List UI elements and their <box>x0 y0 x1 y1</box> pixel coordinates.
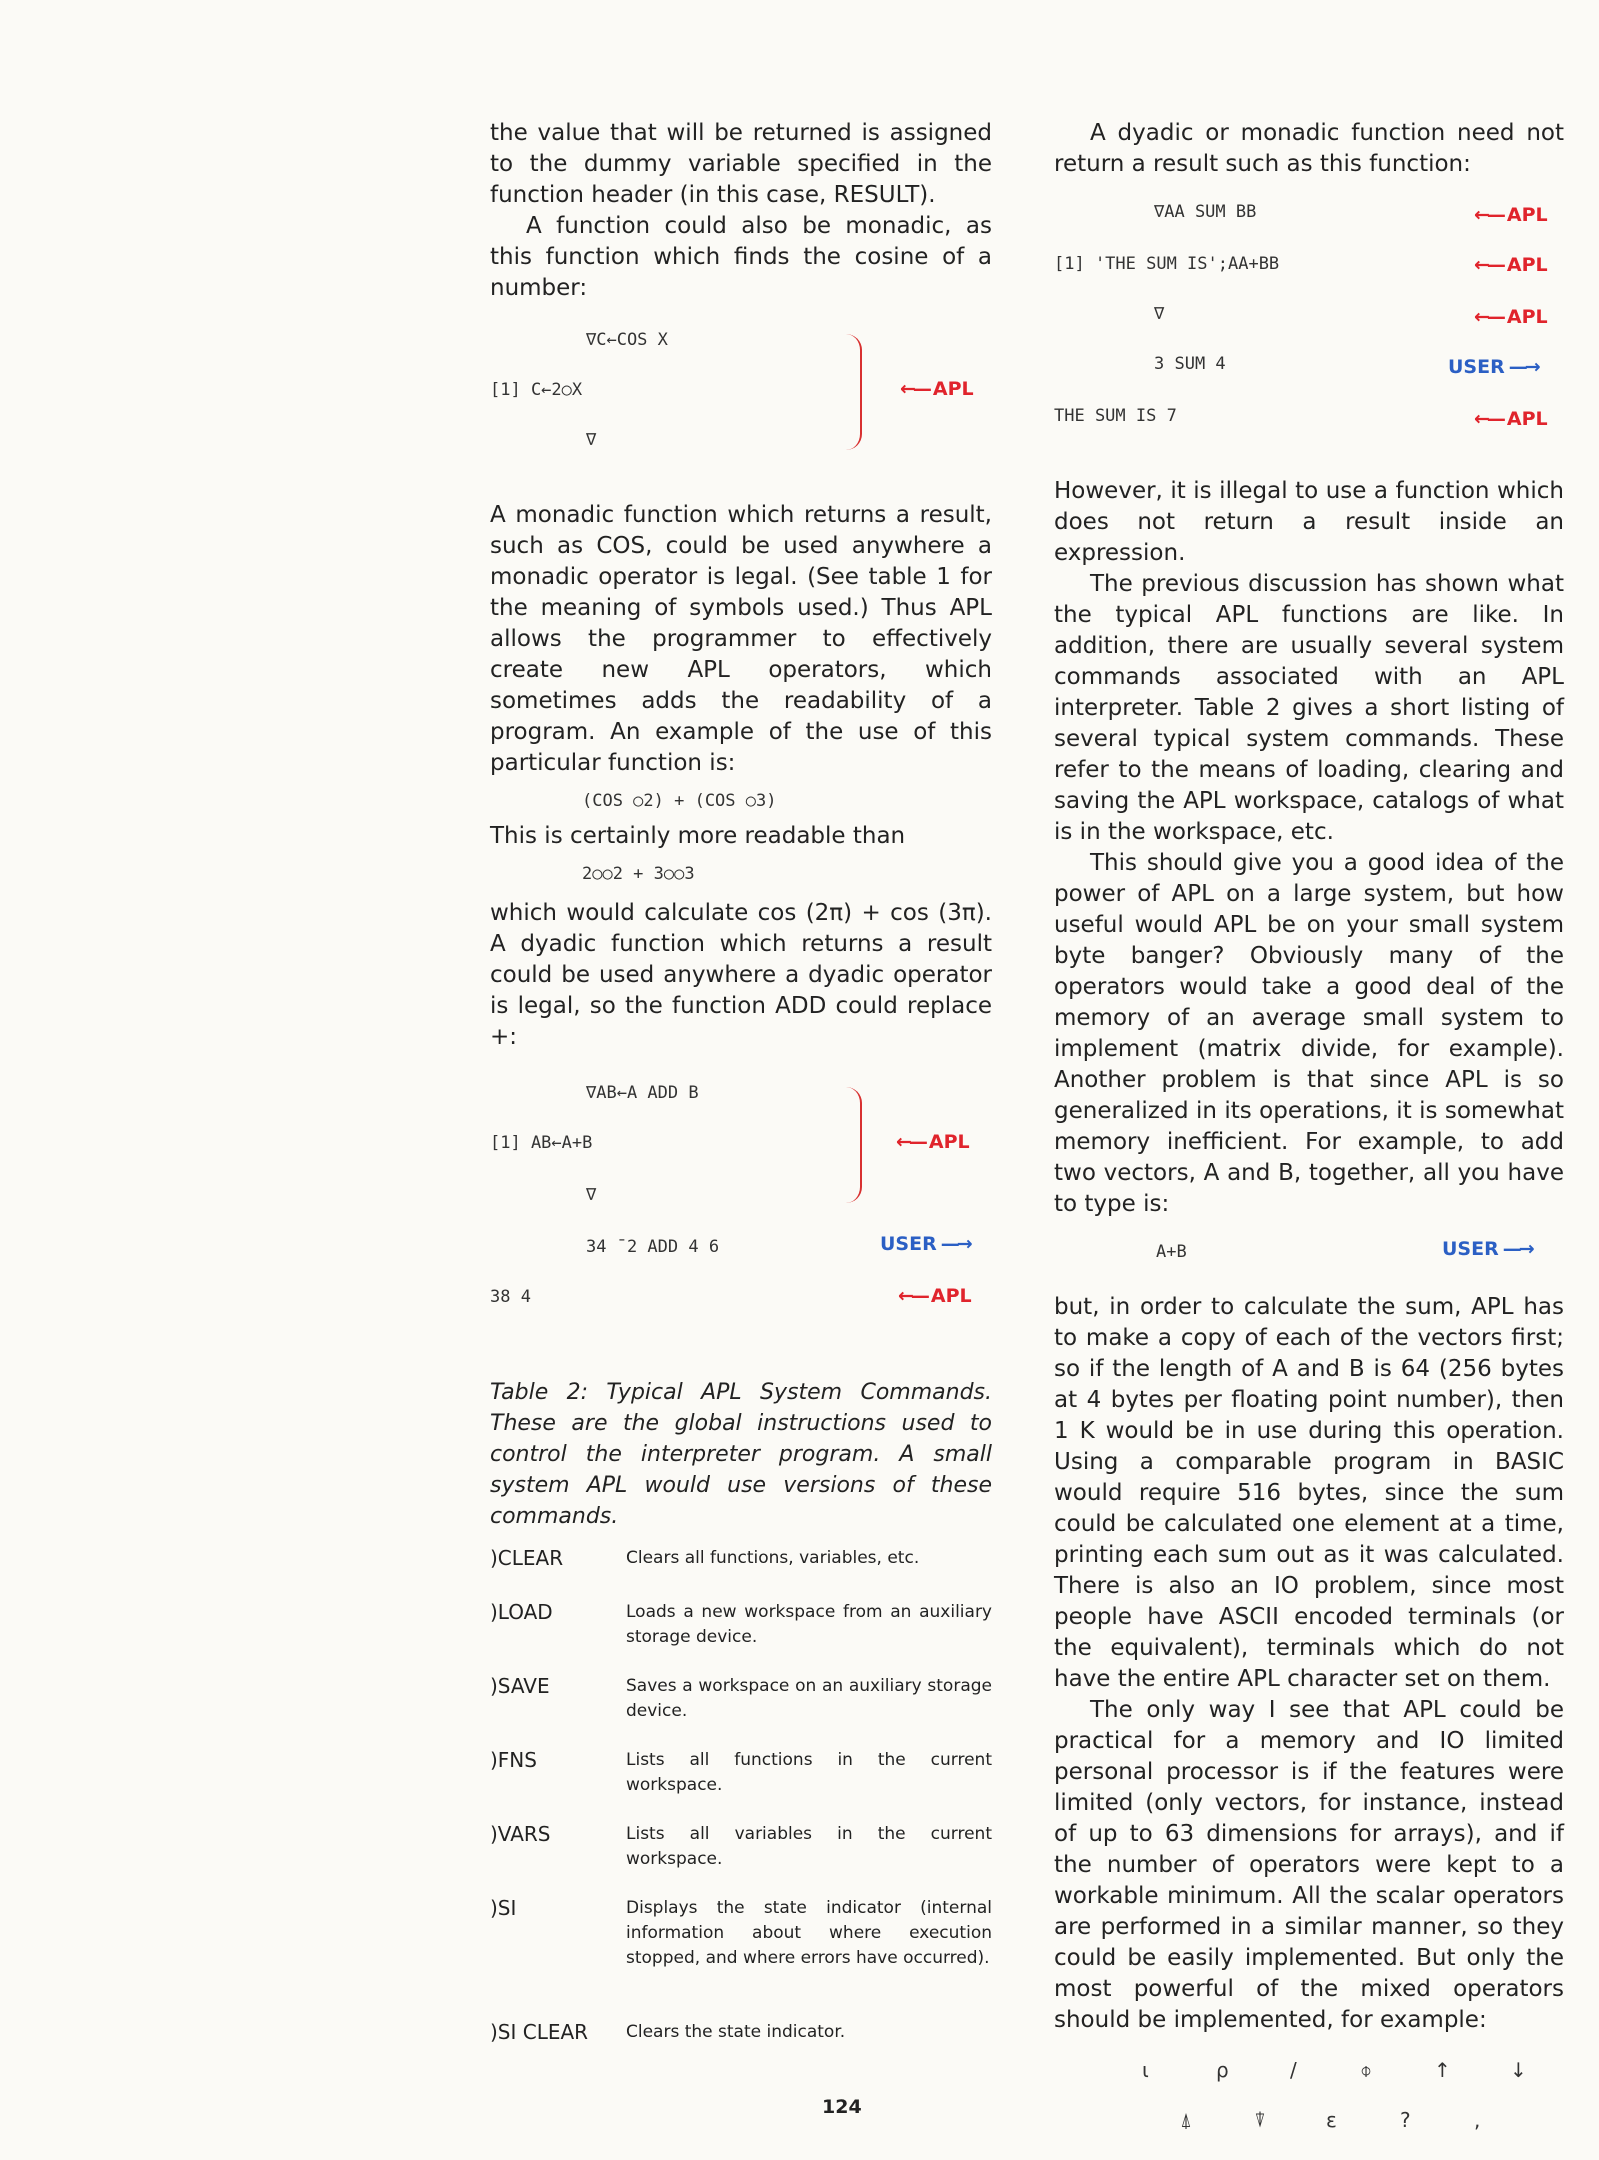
vector-add-code <box>1054 1220 1564 1278</box>
user-tag: USER —→ <box>880 1233 970 1255</box>
apl-symbol: ι <box>1142 2058 1149 2082</box>
apl-symbol: ⍋ <box>1180 2108 1192 2132</box>
apl-tag: ←— APL <box>1474 306 1548 328</box>
user-tag: USER —→ <box>1442 1238 1532 1260</box>
code-line: [1] AB←A+B <box>490 1133 593 1153</box>
apl-tag: ←— APL <box>1474 254 1548 276</box>
apl-symbol: ε <box>1326 2108 1337 2132</box>
code-line: ∇ <box>586 430 597 450</box>
code-line: 38 4 <box>490 1287 531 1307</box>
command-name: )FNS <box>490 1748 537 1772</box>
command-description: Saves a workspace on an auxiliary storage device. <box>626 1676 992 1721</box>
command-name: )VARS <box>490 1822 551 1846</box>
command-description: Lists all functions in the current workspace. <box>626 1750 992 1795</box>
command-description: Lists all variables in the current workspace. <box>626 1824 992 1869</box>
apl-symbol: ? <box>1400 2108 1411 2132</box>
table-caption: Table 2: Typical APL System Commands. These are the global instructions used to control the interpreter program. A small system APL would use versions of these commands. <box>490 1380 992 1529</box>
right-para-1: A dyadic or monadic function need not return a result such as this function: <box>1054 120 1564 177</box>
command-name: )LOAD <box>490 1600 553 1624</box>
apl-symbols <box>1054 2036 1564 2136</box>
command-name: )SAVE <box>490 1674 550 1698</box>
code-line: THE SUM IS 7 <box>1054 406 1177 426</box>
code-line: 3 SUM 4 <box>1154 354 1226 374</box>
code-line: ∇AB←A ADD B <box>586 1083 699 1103</box>
apl-symbol: ⍒ <box>1254 2108 1266 2132</box>
brace <box>846 1087 862 1203</box>
code-line: [1] C←2○X <box>490 380 583 400</box>
code-line: [1] 'THE SUM IS';AA+BB <box>1054 254 1280 274</box>
apl-symbol: ↑ <box>1434 2058 1451 2082</box>
code-line: ∇C←COS X <box>586 330 668 350</box>
left-para-2: A function could also be monadic, as this function which finds the cosine of a number: <box>490 213 992 301</box>
code-line: 34 ¯2 ADD 4 6 <box>586 1237 720 1257</box>
left-para-5: which would calculate cos (2π) + cos (3π). A dyadic function which returns a result could be used anywhere a dyadic operator is legal, so the function ADD could replace +: <box>490 900 992 1050</box>
left-para-4: This is certainly more readable than <box>490 823 906 849</box>
code-line: ∇ <box>1154 304 1165 324</box>
add-function-code <box>490 1053 992 1313</box>
trig-expression: 2○○2 + 3○○3 <box>582 864 695 884</box>
apl-symbol: , <box>1474 2108 1481 2132</box>
apl-symbol: ⌽ <box>1360 2058 1372 2082</box>
page-number: 124 <box>822 2096 862 2118</box>
command-description: Loads a new workspace from an auxiliary storage device. <box>626 1602 992 1647</box>
apl-symbol: ↓ <box>1510 2058 1527 2082</box>
command-description: Clears the state indicator. <box>626 2022 846 2042</box>
apl-tag: ←— APL <box>1474 204 1548 226</box>
command-name: )SI CLEAR <box>490 2020 589 2044</box>
code-line: A+B <box>1156 1242 1187 1262</box>
code-line: ∇AA SUM BB <box>1154 202 1257 222</box>
sum-function-code <box>1054 180 1564 470</box>
cos-function-code <box>490 304 992 464</box>
apl-tag: ←— APL <box>1474 408 1548 430</box>
left-column <box>490 118 992 2044</box>
right-para-3: The previous discussion has shown what the typical APL functions are like. In addition, there are usually several system commands associated with an APL interpreter. Table 2 gives a short listing of several typical system commands. These refer to the means of loading, clearing and saving the APL workspace, catalogs of what is in the workspace, etc. <box>1054 571 1564 845</box>
apl-tag: ←— APL <box>898 1285 972 1307</box>
left-para-1: the value that will be returned is assigned to the dummy variable specified in the function header (in this case, RESULT). <box>490 120 992 208</box>
right-para-5: but, in order to calculate the sum, APL has to make a copy of each of the vectors first; so if the length of A and B is 64 (256 bytes at 4 bytes per floating point number), then 1 K would be in use during this operation. Using a comparable program in BASIC would require 516 bytes, since the sum could be calculated one element at a time, printing each sum out as it was calculated. There is also an IO problem, since most people have ASCII encoded terminals (or the equivalent), terminals which do not have the entire APL character set on them. <box>1054 1294 1564 1692</box>
command-name: )CLEAR <box>490 1546 564 1570</box>
right-para-6: The only way I see that APL could be practical for a memory and IO limited personal processor is if the features were limited (only vectors, for instance, instead of up to 63 dimensions for arrays), and if the number of operators were kept to a workable minimum. All the scalar operators are performed in a similar manner, so they could be easily implemented. But only the most powerful of the mixed operators should be implemented, for example: <box>1054 1697 1564 2033</box>
apl-symbol: / <box>1290 2058 1297 2082</box>
right-para-4: This should give you a good idea of the power of APL on a large system, but how useful would APL be on your small system byte banger? Obviously many of the operators would take a good deal of the memory of an average small system to implement (matrix divide, for example). Another problem is that since APL is so generalized in its operations, it is somewhat memory inefficient. For example, to add two vectors, A and B, together, all you have to type is: <box>1054 850 1564 1217</box>
cos-expression: (COS ○2) + (COS ○3) <box>582 791 777 811</box>
command-description: Displays the state indicator (internal information about where execution stopped, and where errors have occurred). <box>626 1898 992 1968</box>
command-name: )SI <box>490 1896 517 1920</box>
apl-symbol: ρ <box>1216 2058 1229 2082</box>
left-para-3: A monadic function which returns a result, such as COS, could be used anywhere a monadic operator is legal. (See table 1 for the meaning of symbols used.) Thus APL allows the programmer to effectively create new APL operators, which sometimes adds the readability of a program. An example of the use of this particular function is: <box>490 502 992 776</box>
apl-tag: ←— APL <box>896 1131 970 1153</box>
right-column <box>1054 118 1564 2136</box>
command-description: Clears all functions, variables, etc. <box>626 1548 920 1568</box>
brace <box>846 334 862 450</box>
apl-tag: ←— APL <box>900 378 974 400</box>
user-tag: USER —→ <box>1448 356 1538 378</box>
code-line: ∇ <box>586 1185 597 1205</box>
right-para-2: However, it is illegal to use a function which does not return a result inside an expression. <box>1054 478 1564 566</box>
